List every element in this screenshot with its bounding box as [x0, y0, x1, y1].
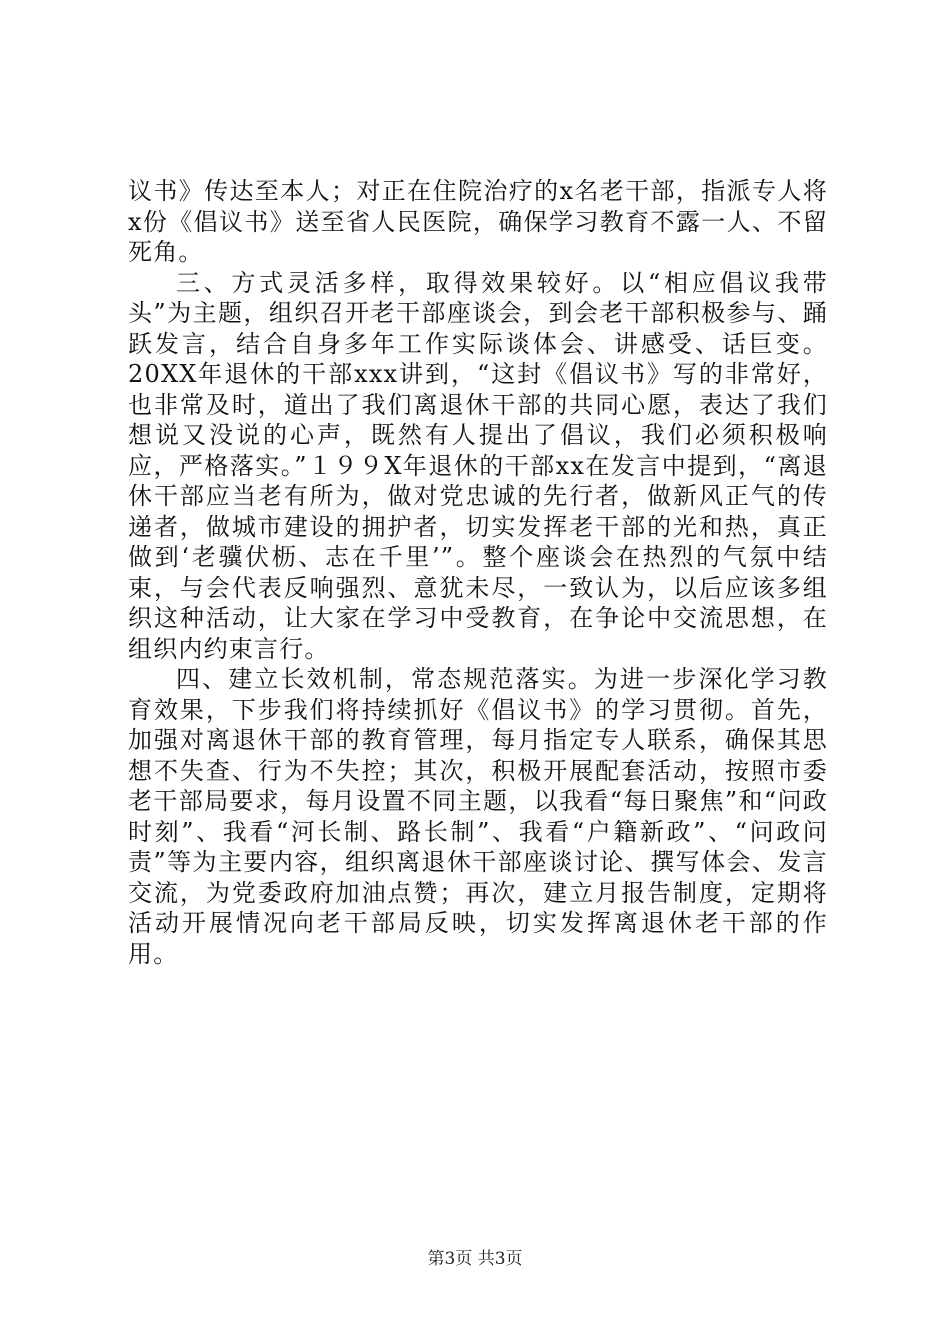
page-footer: 第3页 共3页 — [427, 1249, 523, 1269]
document-body — [128, 176, 828, 969]
paragraph-1: 议书》传达至本人；对正在住院治疗的x名老干部，指派专人将x份《倡议书》送至省人民医院，确保学习教育不露一人、不留死角。 — [128, 177, 828, 266]
paragraph-3: 四、建立长效机制，常态规范落实。为进一步深化学习教育效果，下步我们将持续抓好《倡议书》的学习贯彻。首先，加强对离退休干部的教育管理，每月指定专人联系，确保其思想不失查、行为不失控；其次，积极开展配套活动，按照市委老干部局要求，每月设置不同主题，以我看“每日聚焦”和“问政时刻”、我看“河长制、路长制”、我看“户籍新政”、“问政问责”等为主要内容，组织离退休干部座谈讨论、撰写体会、发言交流，为党委政府加油点赞；再次，建立月报告制度，定期将活动开展情况向老干部局反映，切实发挥离退休老干部的作用。 — [128, 665, 828, 968]
paragraph-2: 三、方式灵活多样，取得效果较好。以“相应倡议我带头”为主题，组织召开老干部座谈会，到会老干部积极参与、踊跃发言，结合自身多年工作实际谈体会、讲感受、话巨变。20XX年退休的干部xxx讲到，“这封《倡议书》写的非常好，也非常及时，道出了我们离退休干部的共同心愿，表达了我们想说又没说的心声，既然有人提出了倡议，我们必须积极响应，严格落实。”１９９X年退休的干部xx在发言中提到，“离退休干部应当老有所为，做对党忠诚的先行者，做新风正气的传递者，做城市建设的拥护者，切实发挥老干部的光和热，真正做到‘老骥伏枥、志在千里’”。整个座谈会在热烈的气氛中结束，与会代表反响强烈、意犹未尽，一致认为，以后应该多组织这种活动，让大家在学习中受教育，在争论中交流思想，在组织内约束言行。 — [128, 268, 828, 663]
